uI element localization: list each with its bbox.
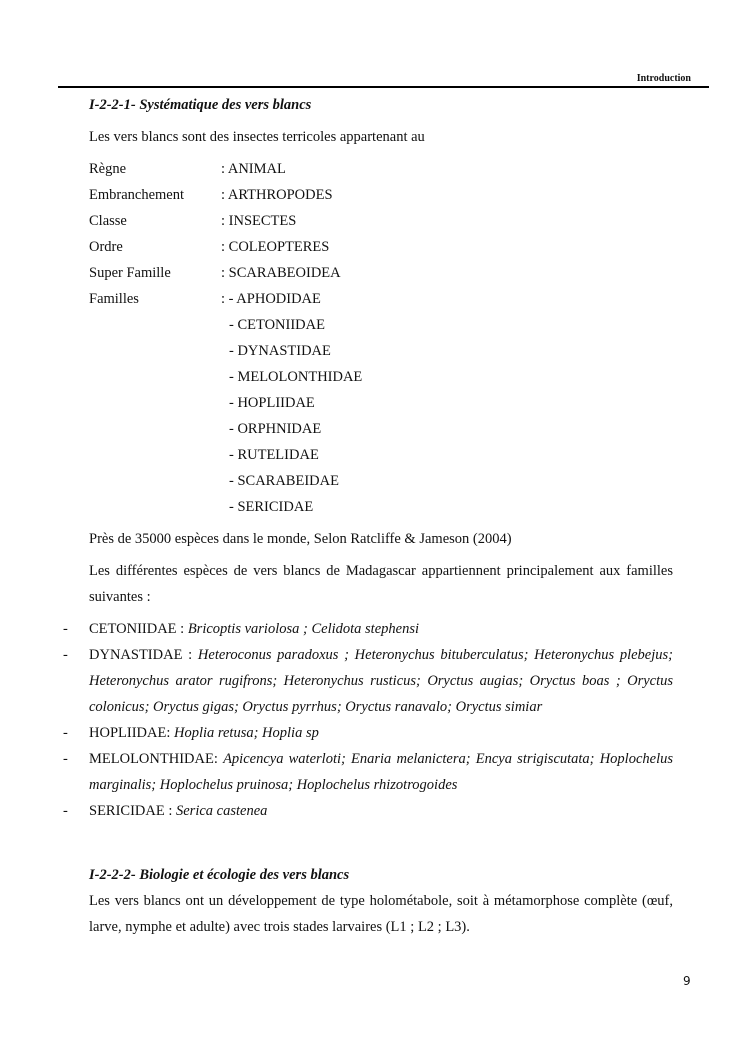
biology-paragraph: Les vers blancs ont un développement de type holométabole, soit à métamorphose complète (œuf, larve, nymphe et adulte) avec trois stades larvaires (L1 ; L2 ; L3). [89,893,673,935]
species-count-paragraph: Près de 35000 espèces dans le monde, Selon Ratcliffe & Jameson (2004) [89,531,512,547]
page-content [63,92,673,940]
taxonomy-value: : - APHODIDAE [221,291,321,307]
taxonomy-table [89,156,673,520]
taxonomy-label: Familles [89,291,139,307]
taxonomy-value: : INSECTES [221,213,297,229]
bullet-dash: - [63,803,68,819]
family-list-item: - MELOLONTHIDAE [229,369,363,385]
species-names: Serica castenea [176,803,268,819]
family-list-item: - SCARABEIDAE [229,473,339,489]
family-name: CETONIIDAE : [89,621,188,637]
list-item [63,616,673,642]
species-bullet-list [63,616,673,824]
family-list-item: - CETONIIDAE [229,317,325,333]
bullet-dash: - [63,647,68,663]
taxonomy-label: Classe [89,213,127,229]
list-item [63,720,673,746]
species-names: Heteroconus paradoxus ; Heteronychus bituberculatus; Heteronychus plebejus; Heteronychus arator rugifrons; Heteronychus rusticus; Oryctus augias; Oryctus boas ; Oryctus colonicus; Oryctus gigas; Oryctus pyrrhus; Oryctus ranavalo; Oryctus simiar [89,647,673,715]
species-names: Apicencya waterloti; Enaria melanictera; Encya strigiscutata; Hoplochelus marginalis; Hoplochelus pruinosa; Hoplochelus rhizotrogoides [89,751,673,793]
taxonomy-row [89,208,673,234]
taxonomy-value: : ARTHROPODES [221,187,333,203]
taxonomy-row [89,156,673,182]
madagascar-paragraph: Les différentes espèces de vers blancs de Madagascar appartiennent principalement aux familles suivantes : [89,563,673,605]
list-item [63,798,673,824]
running-header: Introduction [636,73,691,84]
taxonomy-row [89,260,673,286]
taxonomy-label: Règne [89,161,127,177]
section-heading-biologie: I-2-2-2- Biologie et écologie des vers blancs [89,867,350,883]
taxonomy-row [89,234,673,260]
taxonomy-row [89,286,673,312]
header-rule [58,86,709,88]
bullet-dash: - [63,725,68,741]
family-list-item: - RUTELIDAE [229,447,319,463]
taxonomy-label: Embranchement [89,187,185,203]
species-names: Bricoptis variolosa ; Celidota stephensi [187,621,419,637]
family-name: SERICIDAE : [89,803,176,819]
bullet-dash: - [63,751,68,767]
page-number: 9 [683,974,691,988]
list-item [63,746,673,798]
taxonomy-value: : SCARABEOIDEA [221,265,341,281]
bullet-dash: - [63,621,68,637]
section-heading-systematique: I-2-2-1- Systématique des vers blancs [89,97,312,113]
section-spacer [89,824,673,862]
family-name: HOPLIIDAE: [89,725,174,741]
taxonomy-value: : ANIMAL [221,161,286,177]
family-name: DYNASTIDAE : [89,647,198,663]
list-item [63,642,673,720]
taxonomy-label: Ordre [89,239,123,255]
taxonomy-row [89,182,673,208]
taxonomy-value: : COLEOPTERES [221,239,330,255]
taxonomy-label: Super Famille [89,265,171,281]
family-name: MELOLONTHIDAE: [89,751,224,767]
family-list-item: - DYNASTIDAE [229,343,331,359]
family-list-item: - SERICIDAE [229,499,314,515]
species-names: Hoplia retusa; Hoplia sp [173,725,319,741]
family-list-item: - ORPHNIDAE [229,421,322,437]
intro-paragraph: Les vers blancs sont des insectes terricoles appartenant au [89,129,425,145]
family-list-item: - HOPLIIDAE [229,395,315,411]
